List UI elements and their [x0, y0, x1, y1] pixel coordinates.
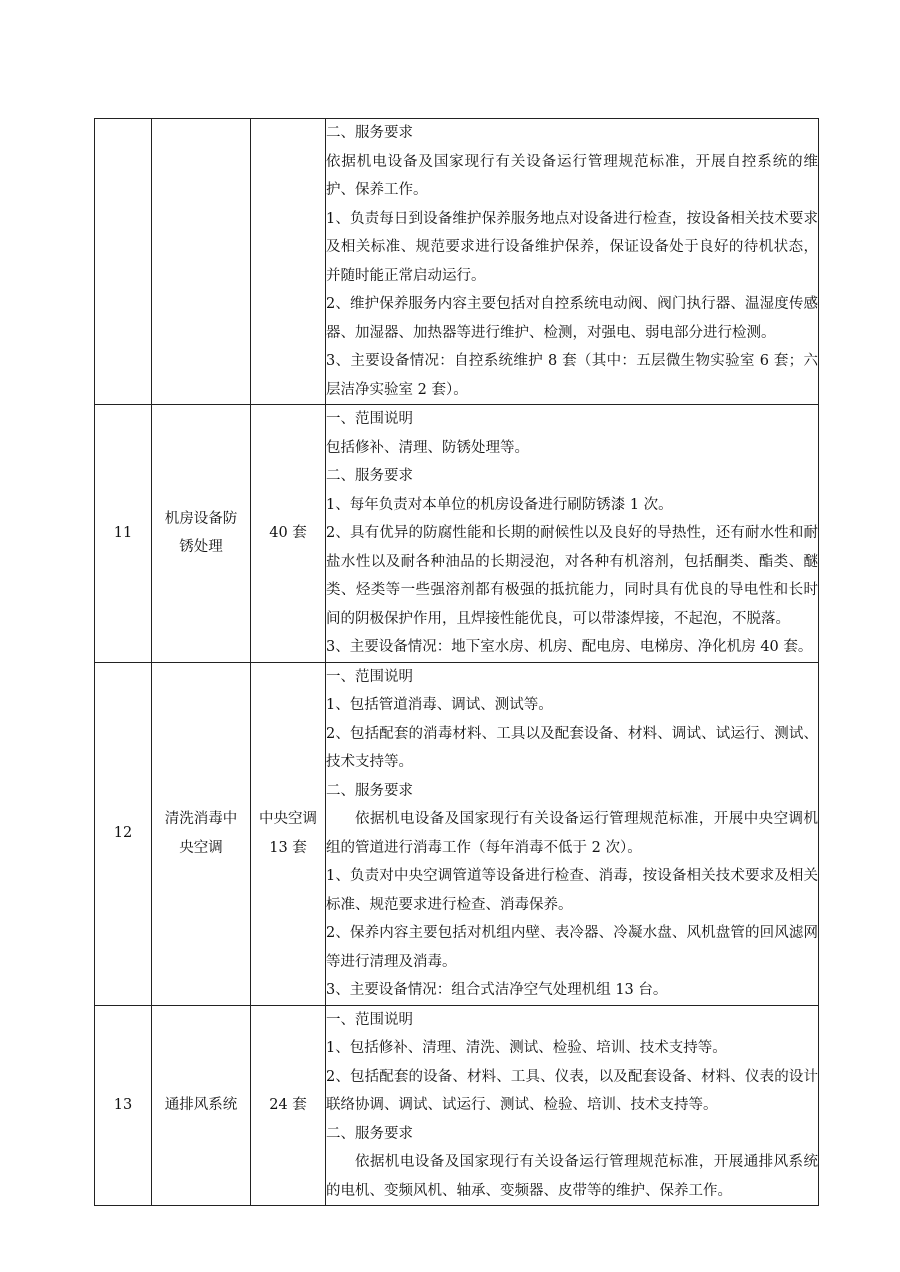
item-number	[95, 119, 152, 405]
item-number: 11	[95, 405, 152, 663]
item-number: 12	[95, 662, 152, 1005]
description-line: 1、负责每日到设备维护保养服务地点对设备进行检查，按设备相关技术要求及相关标准、规范要求进行设备维护保养，保证设备处于良好的待机状态，并随时能正常启动运行。	[326, 210, 818, 284]
description-line: 1、负责对中央空调管道等设备进行检查、消毒，按设备相关技术要求及相关标准、规范要求进行检查、消毒保养。	[326, 868, 818, 913]
description-line: 2、保养内容主要包括对机组内壁、表冷器、冷凝水盘、风机盘管的回风滤网等进行清理及消毒。	[326, 925, 818, 970]
item-description	[326, 405, 819, 663]
description-line: 2、包括配套的消毒材料、工具以及配套设备、材料、调试、试运行、测试、技术支持等。	[326, 725, 818, 770]
section-heading: 二、服务要求	[326, 125, 413, 141]
service-spec-table	[94, 118, 819, 1206]
description-line: 依据机电设备及国家现行有关设备运行管理规范标准，开展通排风系统的电机、变频风机、轴承、变频器、皮带等的维护、保养工作。	[326, 1154, 818, 1199]
description-line: 2、维护保养服务内容主要包括对自控系统电动阀、阀门执行器、温湿度传感器、加湿器、加热器等进行维护、检测，对强电、弱电部分进行检测。	[326, 296, 818, 341]
table-row	[95, 119, 819, 405]
description-line: 3、主要设备情况：组合式洁净空气处理机组 13 台。	[326, 982, 668, 998]
description-line: 1、包括管道消毒、调试、测试等。	[326, 697, 553, 713]
item-quantity: 中央空调 13 套	[251, 662, 326, 1005]
description-line: 依据机电设备及国家现行有关设备运行管理规范标准，开展中央空调机组的管道进行消毒工作（每年消毒不低于 2 次）。	[326, 811, 818, 856]
description-line: 包括修补、清理、防锈处理等。	[326, 439, 529, 456]
section-heading: 一、范围说明	[326, 411, 413, 427]
item-name: 机房设备防锈处理	[152, 405, 251, 663]
description-line: 2、包括配套的设备、材料、工具、仪表，以及配套设备、材料、仪表的设计联络协调、调试、试运行、测试、检验、培训、技术支持等。	[326, 1068, 818, 1113]
table-row	[95, 405, 819, 663]
item-number: 13	[95, 1005, 152, 1206]
item-description	[326, 662, 819, 1005]
item-name	[152, 119, 251, 405]
item-quantity: 24 套	[251, 1005, 326, 1206]
item-name: 通排风系统	[152, 1005, 251, 1206]
item-quantity: 40 套	[251, 405, 326, 663]
item-name: 清洗消毒中央空调	[152, 662, 251, 1005]
table-row	[95, 1005, 819, 1206]
description-line: 2、具有优异的防腐性能和长期的耐候性以及良好的导热性，还有耐水性和耐盐水性以及耐各种油品的长期浸泡，对各种有机溶剂，包括酮类、酯类、醚类、烃类等一些强溶剂都有极强的抵抗能力，同时具有优良的导电性和长时间的阴极保护作用，且焊接性能优良，可以带漆焊接，不起泡，不脱落。	[326, 525, 818, 627]
table-row	[95, 662, 819, 1005]
description-line: 依据机电设备及国家现行有关设备运行管理规范标准，开展自控系统的维护、保养工作。	[326, 153, 818, 198]
description-line: 3、主要设备情况：自控系统维护 8 套（其中：五层微生物实验室 6 套；六层洁净实验室 2 套）。	[326, 353, 818, 398]
description-line: 1、包括修补、清理、清洗、测试、检验、培训、技术支持等。	[326, 1040, 727, 1056]
section-heading: 二、服务要求	[326, 468, 413, 484]
section-heading: 一、范围说明	[326, 668, 413, 685]
description-line: 3、主要设备情况：地下室水房、机房、配电房、电梯房、净化机房 40 套。	[326, 639, 813, 655]
section-heading: 二、服务要求	[326, 782, 413, 799]
item-quantity	[251, 119, 326, 405]
item-description	[326, 1005, 819, 1206]
section-heading: 一、范围说明	[326, 1011, 413, 1028]
section-heading: 二、服务要求	[326, 1125, 413, 1142]
item-description	[326, 119, 819, 405]
description-line: 1、每年负责对本单位的机房设备进行刷防锈漆 1 次。	[326, 496, 673, 513]
